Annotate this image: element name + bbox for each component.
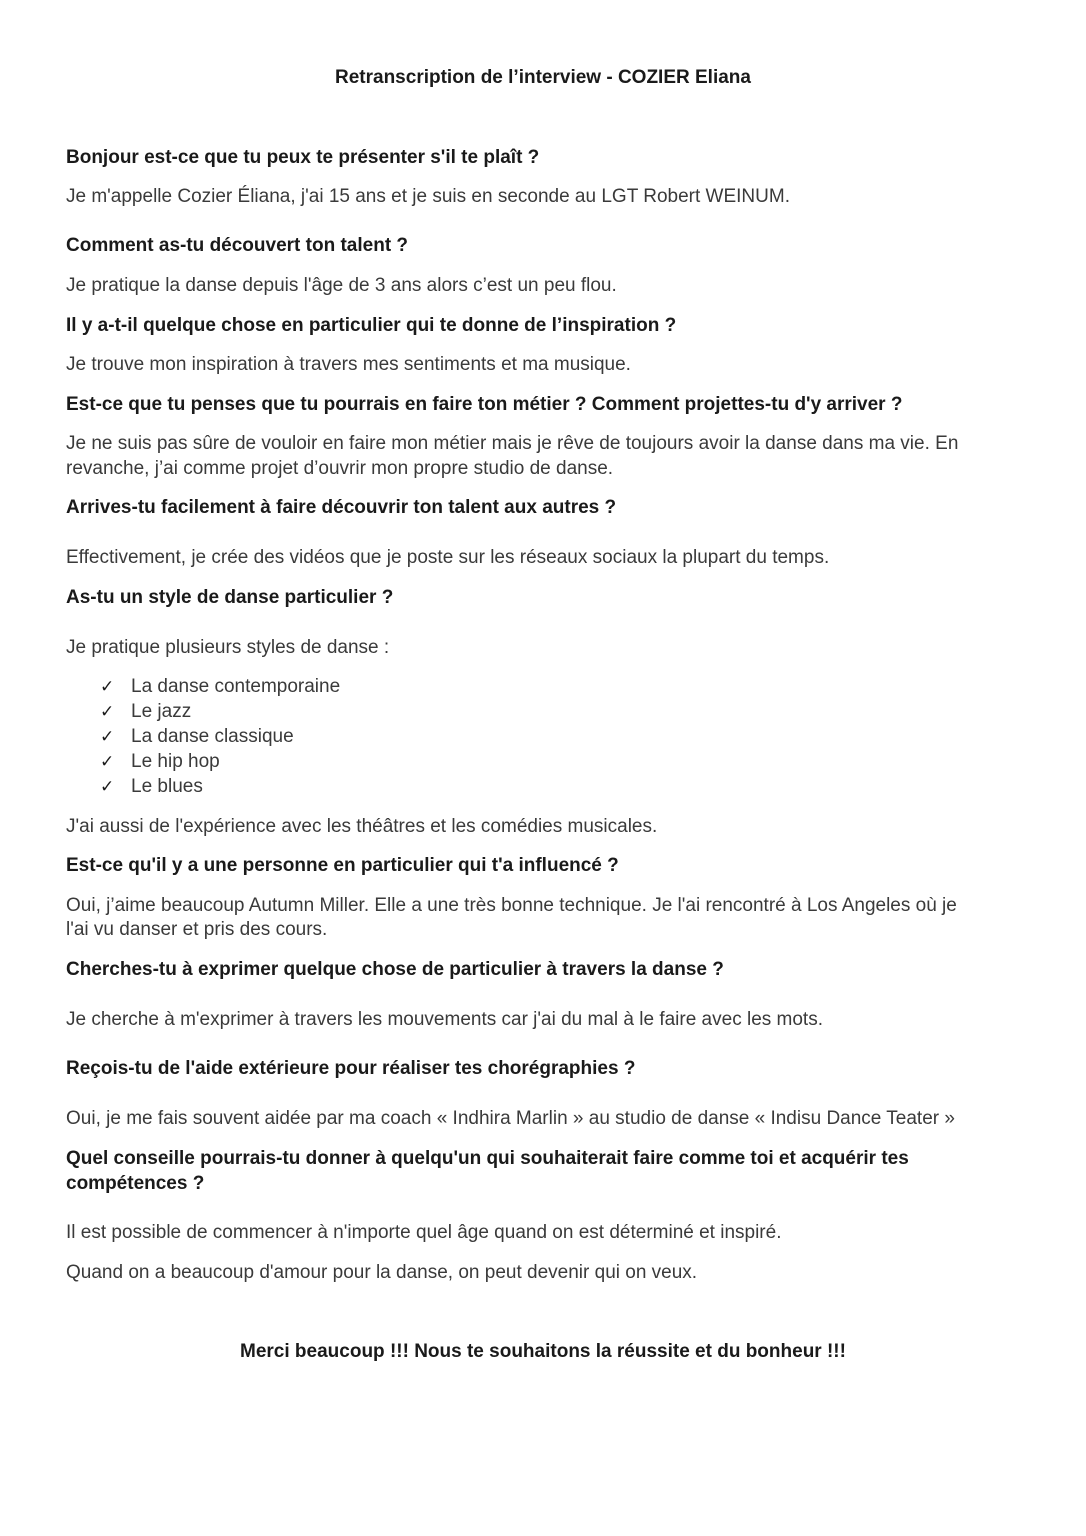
question-10-line-1: Quel conseille pourrais-tu donner à quelqu'un qui souhaiterait faire comme toi et acquérir tes <box>66 1148 909 1169</box>
answer-6-followup: J'ai aussi de l'expérience avec les théâtres et les comédies musicales. <box>66 816 658 837</box>
question-10-line-2: compétences ? <box>66 1173 205 1194</box>
answer-4-line-2: revanche, j’ai comme projet d’ouvrir mon propre studio de danse. <box>66 458 614 479</box>
closing-message: Merci beaucoup !!! Nous te souhaitons la réussite et du bonheur !!! <box>240 1341 846 1362</box>
question-2: Comment as-tu découvert ton talent ? <box>66 235 409 256</box>
answer-6: Je pratique plusieurs styles de danse : <box>66 637 390 658</box>
checkmark-icon: ✓ <box>100 777 115 797</box>
answer-8: Je cherche à m'exprimer à travers les mouvements car j'ai du mal à le faire avec les mots. <box>66 1009 823 1030</box>
answer-7-line-2: l'ai vu danser et pris des cours. <box>66 919 328 940</box>
question-3: Il y a-t-il quelque chose en particulier qui te donne de l’inspiration ? <box>66 315 677 336</box>
answer-10-part-2: Quand on a beaucoup d'amour pour la danse, on peut devenir qui on veux. <box>66 1262 698 1283</box>
answer-7-line-1: Oui, j’aime beaucoup Autumn Miller. Elle a une très bonne technique. Je l'ai rencontré à Los Angeles où je <box>66 895 957 916</box>
list-item <box>100 750 700 775</box>
answer-9: Oui, je me fais souvent aidée par ma coach « Indhira Marlin » au studio de danse « Indisu Dance Teater » <box>66 1108 955 1129</box>
checkmark-icon: ✓ <box>100 727 115 747</box>
question-9: Reçois-tu de l'aide extérieure pour réaliser tes chorégraphies ? <box>66 1058 636 1079</box>
question-8: Cherches-tu à exprimer quelque chose de particulier à travers la danse ? <box>66 959 724 980</box>
checkmark-icon: ✓ <box>100 702 115 722</box>
answer-3: Je trouve mon inspiration à travers mes sentiments et ma musique. <box>66 354 631 375</box>
list-item-label: Le blues <box>131 776 203 797</box>
list-item <box>100 775 700 800</box>
list-item <box>100 700 700 725</box>
answer-5: Effectivement, je crée des vidéos que je poste sur les réseaux sociaux la plupart du temps. <box>66 547 830 568</box>
list-item-label: Le jazz <box>131 701 192 722</box>
answer-2: Je pratique la danse depuis l'âge de 3 ans alors c’est un peu flou. <box>66 275 617 296</box>
question-1: Bonjour est-ce que tu peux te présenter s'il te plaît ? <box>66 147 540 168</box>
question-4: Est-ce que tu penses que tu pourrais en faire ton métier ? Comment projettes-tu d'y arriver ? <box>66 394 903 415</box>
question-5: Arrives-tu facilement à faire découvrir ton talent aux autres ? <box>66 497 617 518</box>
checkmark-icon: ✓ <box>100 752 115 772</box>
question-6: As-tu un style de danse particulier ? <box>66 587 394 608</box>
list-item-label: La danse contemporaine <box>131 676 341 697</box>
list-item-label: Le hip hop <box>131 751 220 772</box>
checkmark-icon: ✓ <box>100 677 115 697</box>
answer-1: Je m'appelle Cozier Éliana, j'ai 15 ans et je suis en seconde au LGT Robert WEINUM. <box>66 186 790 207</box>
question-7: Est-ce qu'il y a une personne en particulier qui t'a influencé ? <box>66 855 619 876</box>
answer-4-line-1: Je ne suis pas sûre de vouloir en faire mon métier mais je rêve de toujours avoir la danse dans ma vie. En <box>66 433 959 454</box>
list-item-label: La danse classique <box>131 726 294 747</box>
document-title: Retranscription de l’interview - COZIER Eliana <box>335 67 751 88</box>
list-item <box>100 725 700 750</box>
list-item <box>100 675 700 700</box>
answer-10-part-1: Il est possible de commencer à n'importe quel âge quand on est déterminé et inspiré. <box>66 1222 782 1243</box>
